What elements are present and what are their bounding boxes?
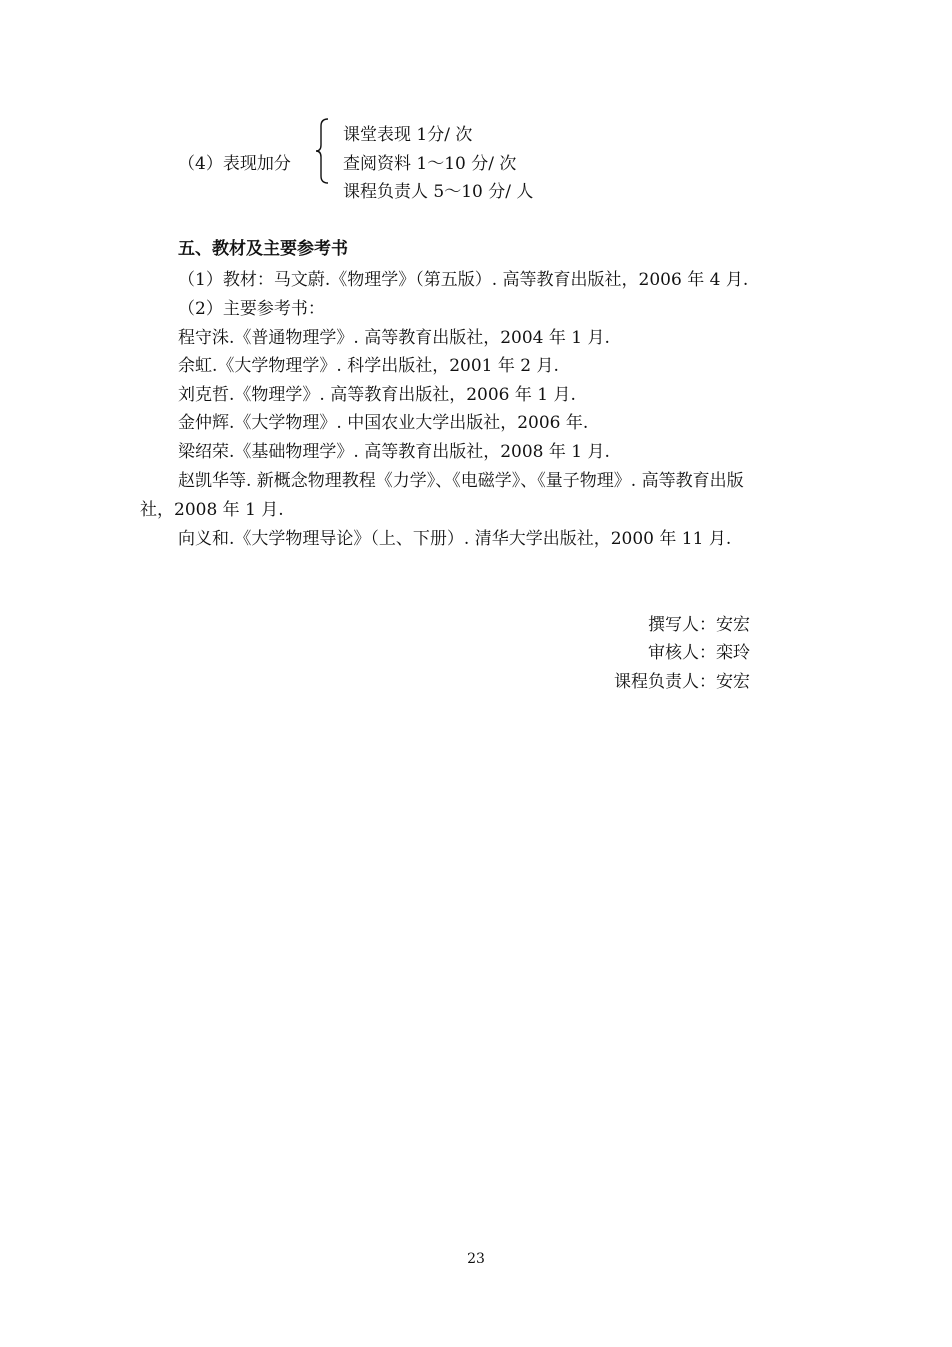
bonus-label: （4）表现加分 xyxy=(178,154,291,174)
curly-brace xyxy=(315,116,337,186)
signature-reviewer: 审核人：栾玲 xyxy=(648,643,750,663)
bonus-item: 课程负责人 5～10 分/ 人 xyxy=(343,182,534,202)
reference-item: 梁绍荣.《基础物理学》. 高等教育出版社，2008 年 1 月. xyxy=(178,442,610,462)
signature-course-lead: 课程负责人：安宏 xyxy=(614,672,750,692)
reference-item-continued: 社，2008 年 1 月. xyxy=(140,500,284,520)
references-heading: （2）主要参考书： xyxy=(178,299,325,319)
page-number: 23 xyxy=(467,1251,485,1267)
section-title: 五、教材及主要参考书 xyxy=(178,239,348,259)
textbook-line: （1）教材：马文蔚.《物理学》（第五版）. 高等教育出版社，2006 年 4 月. xyxy=(178,270,749,290)
reference-item: 赵凯华等. 新概念物理教程《力学》、《电磁学》、《量子物理》. 高等教育出版 xyxy=(178,471,744,491)
reference-item: 程守洙.《普通物理学》. 高等教育出版社，2004 年 1 月. xyxy=(178,328,610,348)
reference-item: 余虹.《大学物理学》. 科学出版社，2001 年 2 月. xyxy=(178,356,559,376)
reference-item: 金仲辉.《大学物理》. 中国农业大学出版社，2006 年. xyxy=(178,413,589,433)
bonus-item: 课堂表现 1分/ 次 xyxy=(343,125,473,145)
bonus-item: 查阅资料 1～10 分/ 次 xyxy=(343,154,517,174)
signature-writer: 撰写人：安宏 xyxy=(648,615,750,635)
reference-item: 刘克哲.《物理学》. 高等教育出版社，2006 年 1 月. xyxy=(178,385,576,405)
reference-item: 向义和.《大学物理导论》（上、下册）. 清华大学出版社，2000 年 11 月. xyxy=(178,529,732,549)
